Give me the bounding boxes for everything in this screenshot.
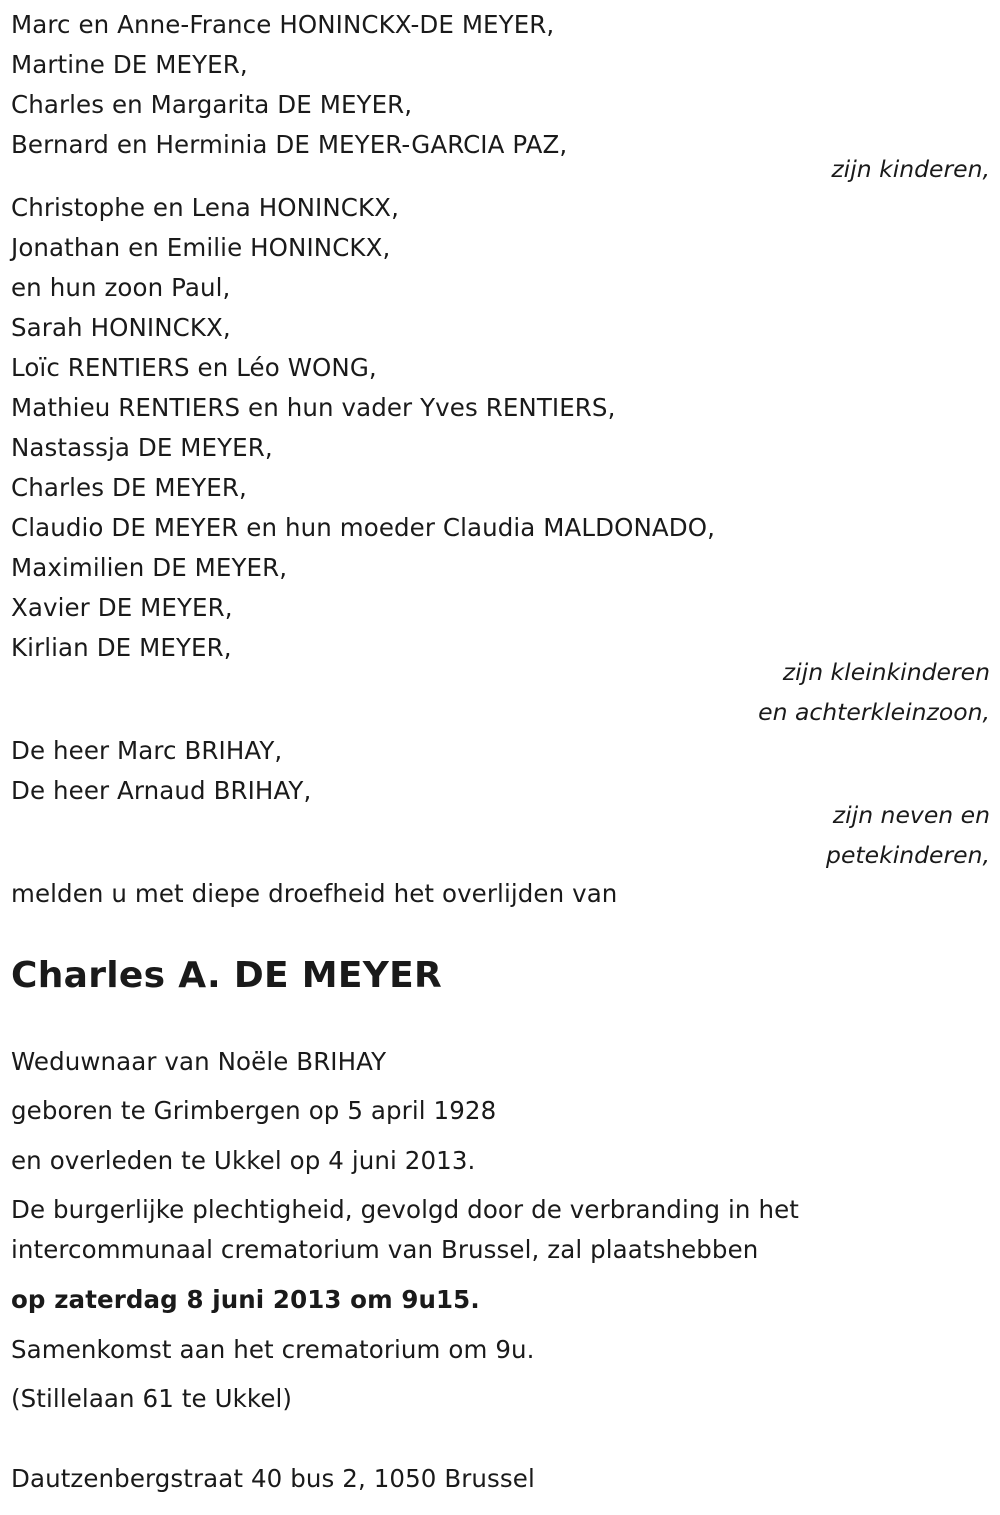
family-line: Martine DE MEYER, <box>11 50 248 79</box>
family-line: Charles en Margarita DE MEYER, <box>11 90 413 119</box>
nephews-label-2: petekinderen, <box>826 841 990 869</box>
birth-text: geboren te Grimbergen op 5 april 1928 <box>11 1096 497 1125</box>
family-line: Xavier DE MEYER, <box>11 593 233 622</box>
family-line: De heer Marc BRIHAY, <box>11 736 283 765</box>
ceremony-text-1: De burgerlijke plechtigheid, gevolgd door de verbranding in het <box>11 1195 799 1224</box>
ceremony-date: op zaterdag 8 juni 2013 om 9u15. <box>11 1285 480 1314</box>
children-label: zijn kinderen, <box>831 155 990 183</box>
family-line: Sarah HONINCKX, <box>11 313 231 342</box>
address-text: Dautzenbergstraat 40 bus 2, 1050 Brussel <box>11 1464 535 1493</box>
announcement-text: melden u met diepe droefheid het overlijden van <box>11 879 618 908</box>
family-line: Christophe en Lena HONINCKX, <box>11 193 399 222</box>
meeting-text: Samenkomst aan het crematorium om 9u. <box>11 1335 535 1364</box>
family-line: De heer Arnaud BRIHAY, <box>11 776 312 805</box>
family-line: Nastassja DE MEYER, <box>11 433 273 462</box>
family-line: Loïc RENTIERS en Léo WONG, <box>11 353 377 382</box>
family-line: Claudio DE MEYER en hun moeder Claudia MALDONADO, <box>11 513 716 542</box>
grandchildren-label-2: en achterkleinzoon, <box>758 698 990 726</box>
family-line: Mathieu RENTIERS en hun vader Yves RENTIERS, <box>11 393 616 422</box>
deceased-name: Charles A. DE MEYER <box>11 955 443 996</box>
widower-text: Weduwnaar van Noële BRIHAY <box>11 1047 387 1076</box>
grandchildren-label-1: zijn kleinkinderen <box>782 658 990 686</box>
ceremony-text-2: intercommunaal crematorium van Brussel, zal plaatshebben <box>11 1235 759 1264</box>
location-text: (Stillelaan 61 te Ukkel) <box>11 1384 293 1413</box>
family-line: en hun zoon Paul, <box>11 273 231 302</box>
family-line: Jonathan en Emilie HONINCKX, <box>11 233 391 262</box>
nephews-label-1: zijn neven en <box>832 801 990 829</box>
family-line: Marc en Anne-France HONINCKX-DE MEYER, <box>11 10 555 39</box>
family-line: Maximilien DE MEYER, <box>11 553 288 582</box>
family-line: Kirlian DE MEYER, <box>11 633 232 662</box>
death-text: en overleden te Ukkel op 4 juni 2013. <box>11 1146 476 1175</box>
family-line: Charles DE MEYER, <box>11 473 247 502</box>
family-line: Bernard en Herminia DE MEYER-GARCIA PAZ, <box>11 130 568 159</box>
